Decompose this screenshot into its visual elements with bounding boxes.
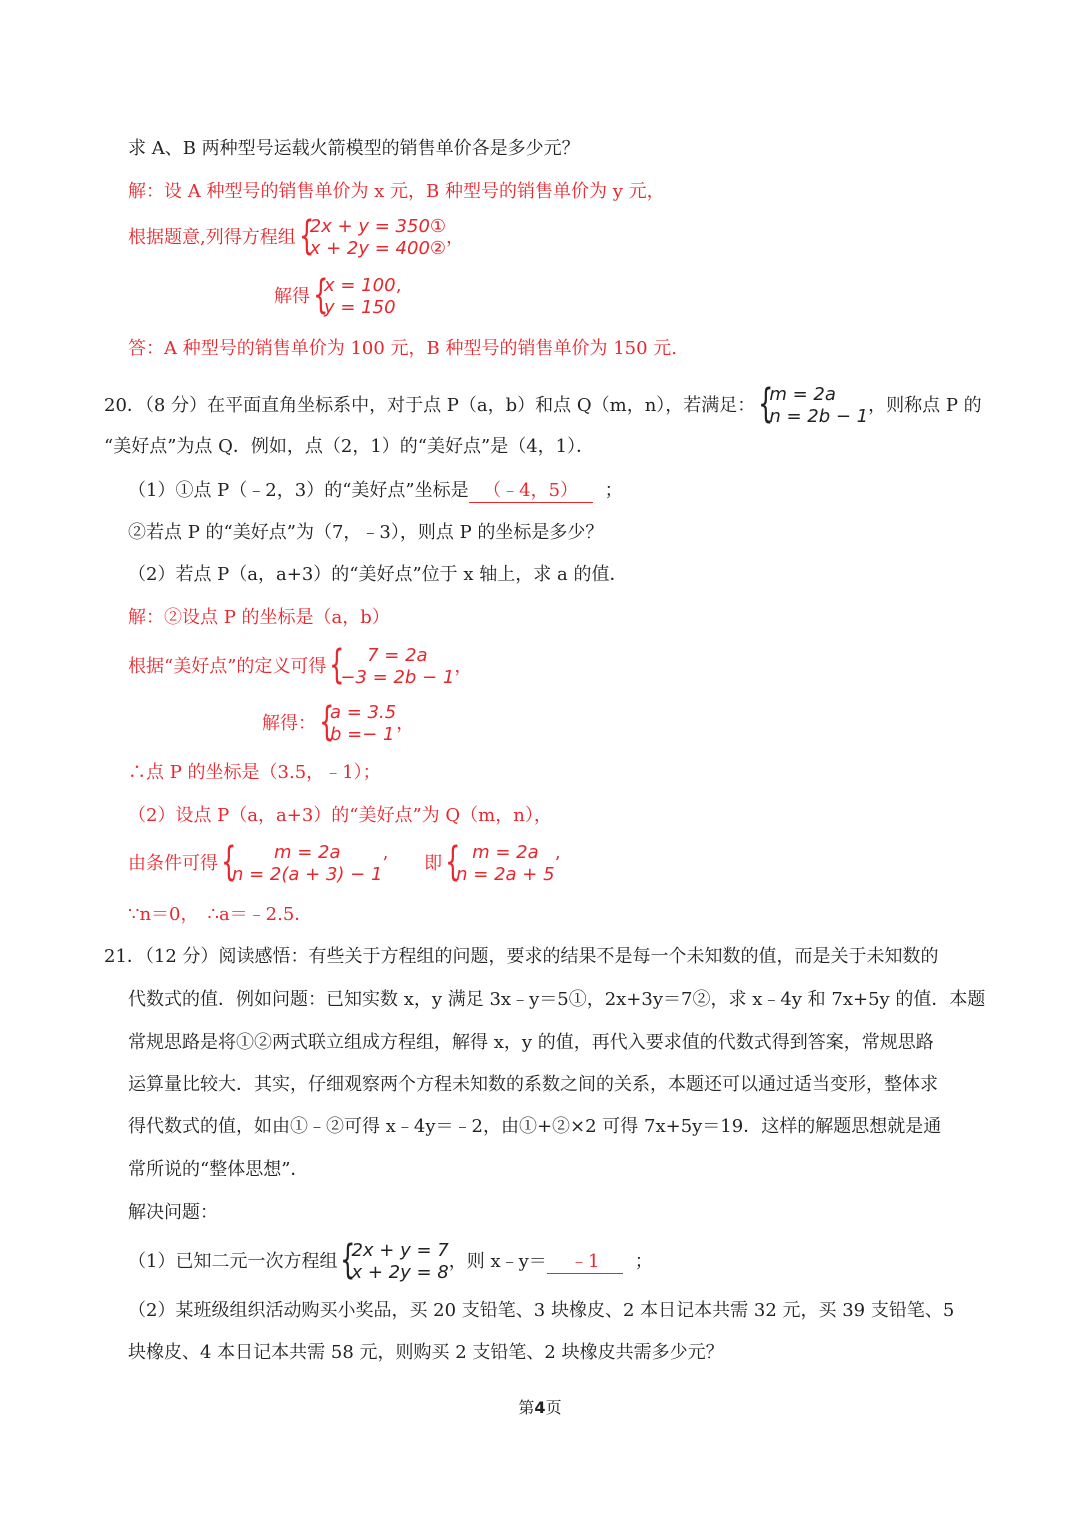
eq-row: x + 2y = 8 xyxy=(351,1262,449,1283)
text: ， xyxy=(454,656,473,677)
solution-20-line6 xyxy=(128,842,560,886)
solution-20-line5: （2）设点 P（a，a+3）的“美好点”为 Q（m，n）， xyxy=(128,805,552,826)
eq-row: { m = 2a xyxy=(472,842,539,863)
solution-19-answer: 答：A 种型号的销售单价为 100 元，B 种型号的销售单价为 150 元. xyxy=(128,338,677,359)
question-21-line4: 运算量比较大．其实，仔细观察两个方程未知数的系数之间的关系，本题还可以通过适当变形，整体求 xyxy=(128,1074,938,1095)
question-21-part2-line1: （2）某班级组织活动购买小奖品，买 20 支铅笔、3 块橡皮、2 本日记本共需 32 元，买 39 支铅笔、5 xyxy=(128,1300,955,1321)
question-20-part1 xyxy=(128,478,623,504)
text: 20．（8 分）在平面直角坐标系中，对于点 P（a，b）和点 Q（m，n），若满足： xyxy=(104,395,756,416)
question-21-line1: 21．（12 分）阅读感悟：有些关于方程组的问题，要求的结果不是每一个未知数的值，而是关于未知数的 xyxy=(104,946,939,967)
question-21-part2-line2: 块橡皮、4 本日记本共需 58 元，则购买 2 支铅笔、2 块橡皮共需多少元？ xyxy=(128,1342,724,1363)
eq-row: { 7 = 2a xyxy=(367,645,428,666)
answer-blank: （﹣4，5） xyxy=(469,480,593,503)
text: 解得： xyxy=(262,713,316,734)
question-21-line3: 常规思路是将①②两式联立组成方程组，解得 x，y 的值，再代入要求值的代数式得到答案，常规思路 xyxy=(128,1032,934,1053)
question-20-stem xyxy=(104,384,982,428)
text: 解得 xyxy=(274,286,310,307)
text: ’ xyxy=(395,286,402,307)
text: ； xyxy=(604,480,623,501)
text: ； xyxy=(634,1251,653,1272)
question-20-part2: （2）若点 P（a，a+3）的“美好点”位于 x 轴上，求 a 的值． xyxy=(128,564,628,585)
solution-20-line1: 解：②设点 P 的坐标是（a，b） xyxy=(128,607,390,628)
solution-20-result xyxy=(262,702,414,746)
equation-system xyxy=(442,842,554,886)
eq-row: y = 150 xyxy=(324,297,396,318)
text: ，则称点 P 的 xyxy=(868,395,982,416)
question-21-line2: 代数式的值．例如问题：已知实数 x，y 满足 3x﹣y＝5①，2x+3y＝7②，求 x﹣4y 和 7x+5y 的值．本题 xyxy=(128,989,986,1010)
question-21-line5: 得代数式的值，如由①﹣②可得 x﹣4y＝﹣2，由①+②×2 可得 7x+5y＝19．这样的解题思想就是通 xyxy=(128,1116,942,1137)
eq-row: n = 2(a + 3) − 1 xyxy=(232,864,383,885)
solution-20-line7: ∵n＝0， ∴a＝﹣2.5． xyxy=(128,904,313,925)
text: ’ xyxy=(554,853,561,874)
solution-20-line4: ∴点 P 的坐标是（3.5，﹣1）； xyxy=(128,762,381,783)
text: 第 xyxy=(518,1398,535,1417)
text: （1）①点 P（﹣2，3）的“美好点”坐标是 xyxy=(128,480,469,501)
eq-row: b =− 1 xyxy=(330,724,395,745)
text: （1）已知二元一次方程组 xyxy=(128,1251,338,1272)
eq-row: −3 = 2b − 1 xyxy=(340,667,455,688)
question-20-example: “美好点”为点 Q．例如，点（2，1）的“美好点”是（4，1）． xyxy=(104,436,595,457)
eq-row: { 2x + y = 350① xyxy=(309,216,447,237)
eq-row: x + 2y = 400② xyxy=(309,238,447,259)
eq-row: { m = 2a xyxy=(273,842,341,863)
question-19-tail: 求 A、B 两种型号运载火箭模型的销售单价各是多少元？ xyxy=(128,138,580,159)
text: 根据“美好点”的定义可得 xyxy=(128,656,327,677)
equation-system xyxy=(337,1240,448,1284)
answer-blank: ﹣1 xyxy=(547,1251,623,1274)
solution-19-result xyxy=(274,275,401,319)
text: 页 xyxy=(545,1398,562,1417)
text: 根据题意,列得方程组 xyxy=(128,227,296,248)
equation-system xyxy=(310,275,396,319)
equation-system xyxy=(316,702,396,746)
page-number xyxy=(0,1395,1080,1418)
equation-system xyxy=(218,842,382,886)
solution-19-system xyxy=(128,216,464,260)
eq-row: n = 2a + 5 xyxy=(456,864,555,885)
equation-system xyxy=(755,384,868,428)
text: ， xyxy=(396,713,415,734)
text: ， xyxy=(446,227,465,248)
solution-20-system xyxy=(128,645,472,689)
eq-row: { 2x + y = 7 xyxy=(351,1240,449,1261)
question-20-part1b: ②若点 P 的“美好点”为（7，﹣3），则点 P 的坐标是多少？ xyxy=(128,522,604,543)
text: ，则 x﹣y＝ xyxy=(448,1251,547,1272)
question-21-line6: 常所说的“整体思想”． xyxy=(128,1159,309,1180)
question-21-line7: 解决问题： xyxy=(128,1202,218,1223)
eq-row: n = 2b − 1 xyxy=(769,406,869,427)
equation-system xyxy=(326,645,454,689)
solution-19-line1: 解：设 A 种型号的销售单价为 x 元，B 种型号的销售单价为 y 元， xyxy=(128,181,665,202)
text: ’ 即 xyxy=(382,853,443,874)
question-21-part1 xyxy=(128,1240,653,1284)
text: 由条件可得 xyxy=(128,853,218,874)
eq-row: { a = 3.5 xyxy=(330,702,397,723)
eq-row: { x = 100 xyxy=(324,275,396,296)
eq-row: { m = 2a xyxy=(769,384,836,405)
page-number-value: 4 xyxy=(534,1398,546,1417)
equation-system xyxy=(296,216,446,260)
